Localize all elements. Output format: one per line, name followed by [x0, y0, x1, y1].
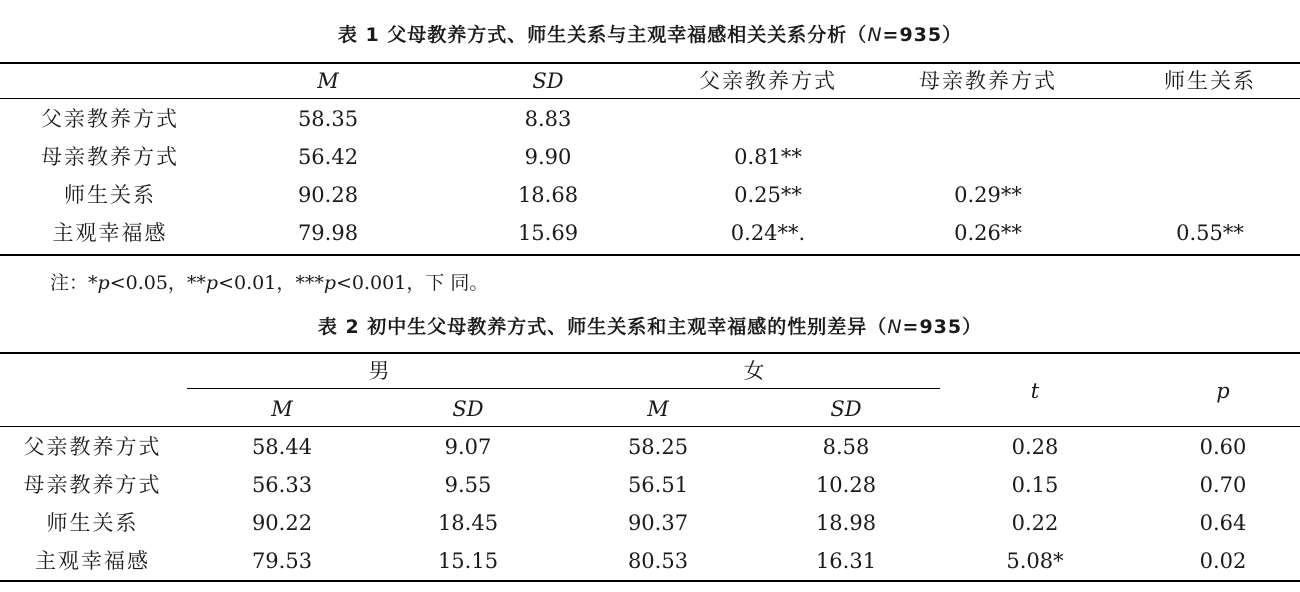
table1-header-rule: [0, 98, 1300, 99]
table1-header-father: 父亲教养方式: [699, 69, 837, 93]
table1-row-label: 父亲教养方式: [41, 107, 179, 131]
table2-row-label: 父亲教养方式: [23, 435, 162, 459]
table1-cell: 0.81**: [734, 145, 802, 169]
table2-cell: 0.64: [1199, 511, 1247, 535]
table2-cell: 58.44: [251, 435, 313, 459]
table2-header-t: t: [1030, 379, 1040, 403]
table2-group-female: 女: [743, 359, 767, 383]
note-text: <0.05，**: [109, 272, 206, 294]
table2-caption-n: N: [887, 316, 903, 338]
table1-row-label: 师生关系: [64, 183, 156, 207]
table2-header-female-m: M: [647, 397, 669, 421]
table1-cell: 0.25**: [734, 183, 802, 207]
table2-cell: 0.60: [1199, 435, 1247, 459]
table1-caption-n: N: [867, 24, 883, 46]
table2-cell: 58.25: [627, 435, 689, 459]
table2-bottom-rule: [0, 580, 1300, 582]
table1-cell: 0.24**.: [730, 221, 806, 245]
table2-cell: 0.02: [1199, 549, 1247, 573]
table2-row-label: 师生关系: [46, 511, 139, 535]
note-p: p: [323, 272, 336, 294]
table1-cell: 0.26**: [954, 221, 1022, 245]
table2-header-female-sd: SD: [830, 397, 862, 421]
table2-cell: 0.15: [1011, 473, 1059, 497]
table1-row-label: 母亲教养方式: [41, 145, 179, 169]
table1-cell: 8.83: [524, 107, 572, 131]
table1-cell: 18.68: [517, 183, 579, 207]
table2-cell: 8.58: [822, 435, 870, 459]
table1-cell: 90.28: [297, 183, 359, 207]
table2-cell: 0.22: [1011, 511, 1059, 535]
table2-cell: 10.28: [815, 473, 877, 497]
table2-cell: 9.55: [444, 473, 492, 497]
note-text: <0.01，***: [218, 272, 324, 294]
table1-caption-text: 表 1 父母教养方式、师生关系与主观幸福感相关关系分析（: [337, 24, 868, 46]
note-p: p: [205, 272, 219, 294]
table2-cell: 16.31: [815, 549, 877, 573]
table1-cell: 0.29**: [954, 183, 1022, 207]
table2-cell: 0.28: [1011, 435, 1059, 459]
table2-header-male-sd: SD: [452, 397, 484, 421]
table1-cell: 9.90: [524, 145, 572, 169]
table1-note: [50, 268, 488, 295]
table2-header-rule: [0, 426, 1300, 427]
table2-cell: 79.53: [251, 549, 313, 573]
table1-cell: 15.69: [517, 221, 579, 245]
table2-cell: 0.70: [1199, 473, 1247, 497]
table2-group-male: 男: [368, 359, 392, 383]
table1-cell: 58.35: [297, 107, 359, 131]
table2-row-label: 母亲教养方式: [23, 473, 162, 497]
table1-header-mother: 母亲教养方式: [919, 69, 1057, 93]
table2-cell: 56.51: [627, 473, 689, 497]
table1-header-sd: SD: [532, 69, 564, 93]
table2-top-rule: [0, 352, 1300, 354]
table2-cell: 18.45: [437, 511, 499, 535]
table2-caption-suffix: =935）: [902, 316, 983, 338]
table1-caption-suffix: =935）: [882, 24, 963, 46]
table2-cell: 15.15: [437, 549, 499, 573]
table2-cell: 5.08*: [1006, 549, 1064, 573]
table2-caption-text: 表 2 初中生父母教养方式、师生关系和主观幸福感的性别差异（: [317, 316, 888, 338]
note-text: 注：*: [50, 272, 98, 294]
table2-cell: 9.07: [444, 435, 492, 459]
table1-bottom-rule: [0, 254, 1300, 256]
table2-cell: 56.33: [251, 473, 313, 497]
note-text: <0.001，下 同。: [336, 272, 489, 294]
table1-caption: [0, 20, 1300, 47]
table1-cell: 79.98: [297, 221, 359, 245]
table2-cell: 90.22: [251, 511, 313, 535]
table1-top-rule: [0, 62, 1300, 64]
table1-row-label: 主观幸福感: [52, 221, 168, 245]
table1-header-m: M: [317, 69, 339, 93]
table2-row-label: 主观幸福感: [35, 549, 150, 573]
table2-caption: [0, 312, 1300, 339]
note-p: p: [97, 272, 110, 294]
table1-header-teacher: 师生关系: [1164, 69, 1256, 93]
table1-cell: 0.55**: [1176, 221, 1244, 245]
table1-cell: 56.42: [297, 145, 359, 169]
table2-header-male-m: M: [271, 397, 293, 421]
table2-group-rule: [187, 388, 940, 389]
table2-header-p: p: [1216, 379, 1230, 403]
table2-cell: 80.53: [627, 549, 689, 573]
table2-cell: 18.98: [815, 511, 877, 535]
table2-cell: 90.37: [627, 511, 689, 535]
